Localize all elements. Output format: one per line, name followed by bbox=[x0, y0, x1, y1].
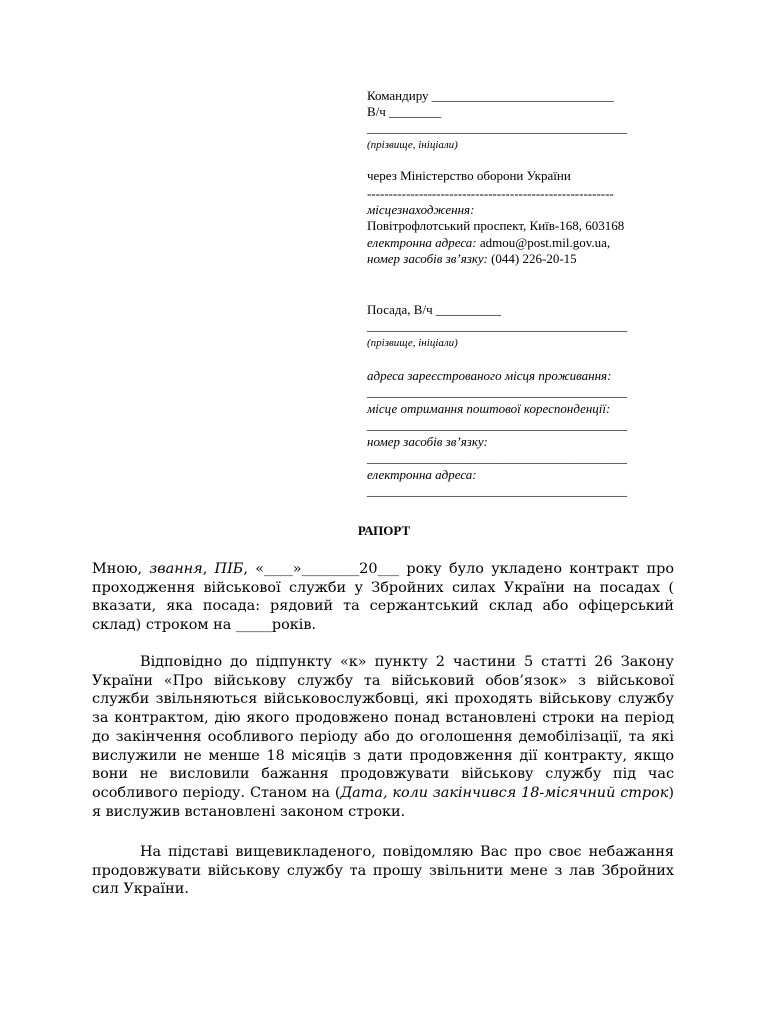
email-value: admou@post.mil.gov.ua, bbox=[476, 235, 611, 250]
phone-value: (044) 226-20-15 bbox=[487, 251, 577, 266]
document-title: РАПОРТ bbox=[357, 523, 411, 538]
paragraph-contract bbox=[92, 560, 674, 635]
p1-text-a: Мною, bbox=[92, 561, 150, 577]
location-value: Повітрофлотський проспект, Київ-168, 603168 bbox=[367, 218, 625, 233]
sender-mail-label: місце отримання поштової кореспонденції: bbox=[367, 401, 611, 416]
recipient-name-hint: (прізвище, ініціали) bbox=[367, 139, 458, 151]
p1-name: ПІБ bbox=[214, 561, 244, 577]
sender-name-line: ________________________________________ bbox=[367, 318, 627, 333]
p2-text-a: Відповідно до підпункту «к» пункту 2 частини 5 статті 26 Закону України «Про військову службу та військовий обов’язок» з військової служби звільняються військовослужбовці, які проходять військову службу за контрактом, дію якого продовжено понад встановлені строки на період до закінчення особливого періоду або до оголошення демобілізації, та які вислужили не менше 18 місяців з дати продовження дії контракту, якщо вони не висловили бажання продовжувати військову службу під час особливого періоду. Станом на ( bbox=[92, 654, 674, 801]
dashed-separator: --------------------------------------------------------- bbox=[367, 186, 614, 201]
email-line bbox=[367, 235, 652, 251]
sender-email-line: ________________________________________ bbox=[367, 483, 627, 498]
paragraph-request: На підставі вищевикладеного, повідомляю Вас про своє небажання продовжувати військову службу та прошу звільнити мене з лав Збройних сил України. bbox=[92, 844, 674, 898]
p1-text-c: , «____»________20___ року було укладено контракт про проходження військової служби у Збройних силах України на посадах ( вказати, яка посада: рядовий та сержантський склад або офіцерський склад) строком на _____років. bbox=[92, 561, 674, 634]
recipient-name-line: ________________________________________ bbox=[367, 120, 627, 135]
p2-text-b: ) я вислужив встановлені законом строки. bbox=[92, 784, 674, 820]
sender-email-label: електронна адреса: bbox=[367, 467, 477, 482]
p1-rank: звання bbox=[149, 561, 203, 577]
sender-phone-line: ________________________________________ bbox=[367, 450, 627, 465]
location-label: місцезнаходження: bbox=[367, 202, 475, 217]
sender-address-line: ________________________________________ bbox=[367, 384, 627, 399]
sender-name-hint: (прізвище, ініціали) bbox=[367, 337, 458, 349]
paragraph-legal-basis bbox=[92, 653, 674, 821]
via-ministry: через Міністерство оборони України bbox=[367, 168, 571, 183]
sender-address-label: адреса зареєстрованого місця проживання: bbox=[367, 368, 612, 383]
sender-position-line: Посада, В/ч __________ bbox=[367, 302, 501, 317]
p2-date: Дата, коли закінчився 18-місячний строк bbox=[340, 784, 669, 801]
commander-line: Командиру ____________________________ bbox=[367, 88, 614, 103]
email-label: електронна адреса: bbox=[367, 235, 477, 250]
phone-label: номер засобів зв’язку: bbox=[367, 251, 488, 266]
sender-mail-line: ________________________________________ bbox=[367, 417, 627, 432]
unit-line: В/ч ________ bbox=[367, 104, 442, 119]
p1-text-b: , bbox=[202, 561, 215, 577]
phone-line bbox=[367, 251, 652, 267]
sender-phone-label: номер засобів зв’язку: bbox=[367, 434, 488, 449]
